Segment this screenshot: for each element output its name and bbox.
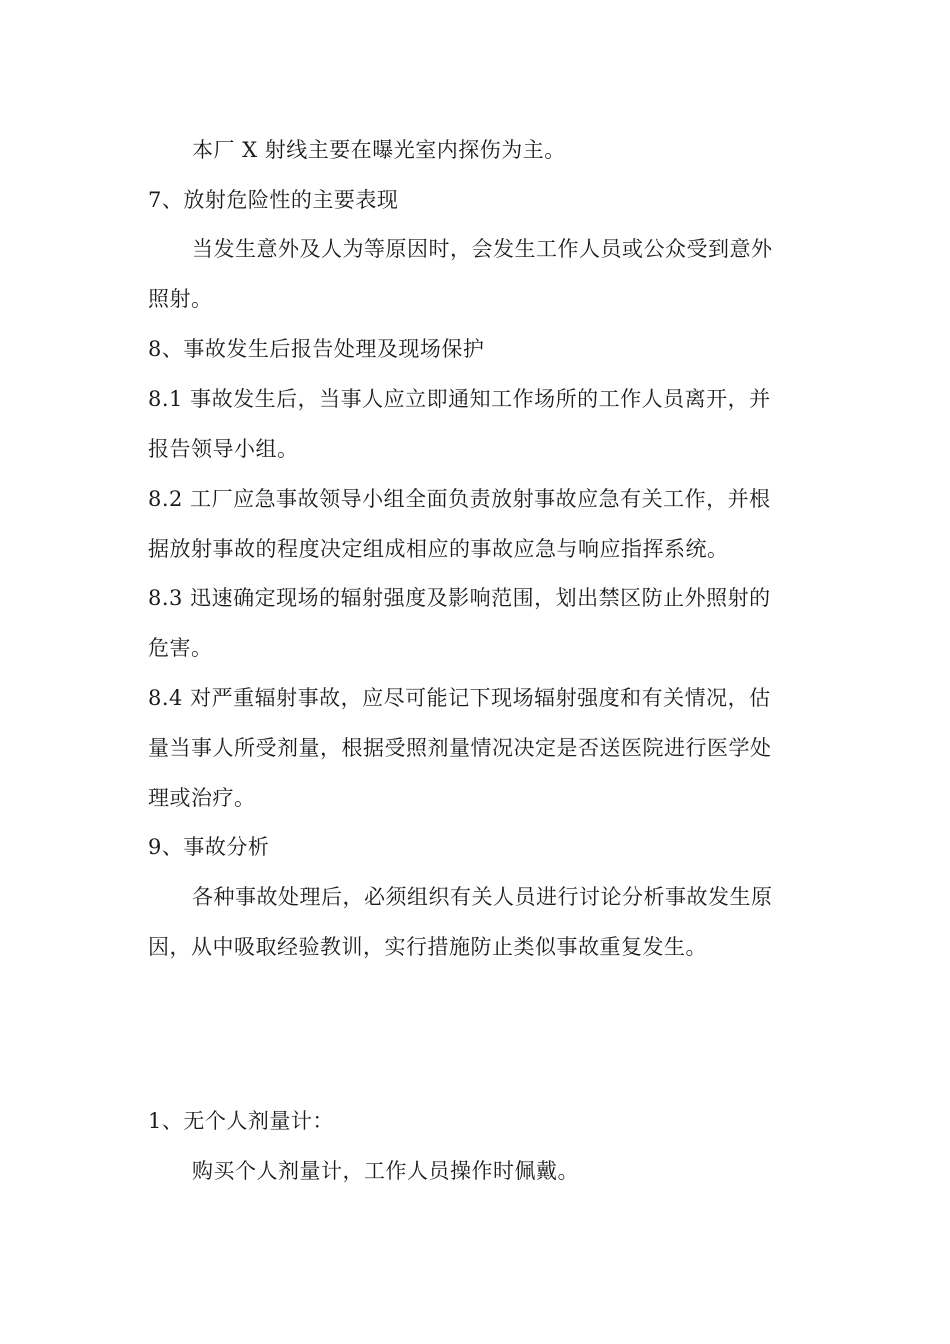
paragraph-line: 据放射事故的程度决定组成相应的事故应急与响应指挥系统。 [148,537,729,561]
paragraph-line: 各种事故处理后，必须组织有关人员进行讨论分析事故发生原 [192,885,773,909]
section-heading: 8、事故发生后报告处理及现场保护 [148,337,485,361]
paragraph-line: 当发生意外及人为等原因时，会发生工作人员或公众受到意外 [192,237,773,261]
paragraph-line: 理或治疗。 [148,786,256,810]
paragraph-line: 8.4 对严重辐射事故，应尽可能记下现场辐射强度和有关情况，估 [148,686,771,710]
section-heading: 1、无个人剂量计： [148,1109,334,1133]
paragraph-line: 危害。 [148,636,213,660]
paragraph-line: 量当事人所受剂量，根据受照剂量情况决定是否送医院进行医学处 [148,736,772,760]
paragraph-line: 本厂 X 射线主要在曝光室内探伤为主。 [192,138,566,162]
paragraph-line: 因，从中吸取经验教训，实行措施防止类似事故重复发生。 [148,935,707,959]
paragraph-line: 报告领导小组。 [148,437,299,461]
paragraph-line: 8.1 事故发生后，当事人应立即通知工作场所的工作人员离开，并 [148,387,771,411]
section-heading: 9、事故分析 [148,835,270,859]
paragraph-line: 8.2 工厂应急事故领导小组全面负责放射事故应急有关工作，并根 [148,487,771,511]
paragraph-line: 照射。 [148,287,213,311]
section-heading: 7、放射危险性的主要表现 [148,188,399,212]
paragraph-line: 购买个人剂量计，工作人员操作时佩戴。 [192,1159,579,1183]
paragraph-line: 8.3 迅速确定现场的辐射强度及影响范围，划出禁区防止外照射的 [148,586,771,610]
